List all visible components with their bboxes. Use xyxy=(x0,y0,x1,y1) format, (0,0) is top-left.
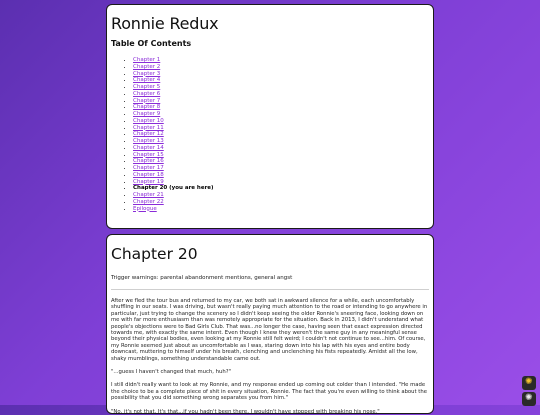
toc-link[interactable]: Chapter 5 xyxy=(133,84,161,90)
toc-item[interactable] xyxy=(133,71,429,78)
toc-item[interactable] xyxy=(133,199,429,206)
toc-link[interactable]: Chapter 15 xyxy=(133,151,164,158)
toc-item[interactable] xyxy=(133,192,429,199)
toc-link[interactable]: Chapter 14 xyxy=(133,144,164,151)
toc-item[interactable] xyxy=(133,64,429,71)
toc-link[interactable]: Chapter 6 xyxy=(133,90,161,97)
chapter-paragraph: "No, it's not that. It's that...if you hadn't been there, I wouldn't have stopped with breaking his nose." xyxy=(111,408,380,415)
toc-item[interactable] xyxy=(133,138,429,145)
toc-link[interactable]: Chapter 22 xyxy=(133,198,164,205)
toc-heading: Table Of Contents xyxy=(111,39,192,48)
site-title[interactable]: Ronnie Redux xyxy=(111,14,219,33)
toc-link[interactable]: Chapter 21 xyxy=(133,192,164,198)
toc-item[interactable] xyxy=(133,104,429,111)
toc-link[interactable]: Epilogue xyxy=(133,205,157,212)
chapter-card xyxy=(106,234,434,414)
toc-link[interactable]: Chapter 9 xyxy=(133,111,161,117)
toc-item[interactable] xyxy=(133,179,429,186)
toc-item[interactable] xyxy=(133,98,429,105)
toc-link[interactable]: Chapter 8 xyxy=(133,104,161,111)
toc-link[interactable]: Chapter 19 xyxy=(133,178,164,185)
toc-item[interactable] xyxy=(133,165,429,172)
toc-item: • Chapter 20 (you are here) xyxy=(133,185,429,192)
settings-toggle-button[interactable] xyxy=(522,392,536,406)
gear-icon: ✺ xyxy=(525,393,533,403)
toc-link[interactable]: Chapter 7 xyxy=(133,97,161,104)
theme-toggle-button[interactable] xyxy=(522,376,536,390)
chapter-title: Chapter 20 xyxy=(111,245,198,263)
toc-link[interactable]: Chapter 1 xyxy=(133,57,161,63)
toc-item[interactable] xyxy=(133,111,429,118)
toc-link[interactable]: Chapter 10 xyxy=(133,117,164,124)
toc-item[interactable] xyxy=(133,125,429,132)
toc-item[interactable] xyxy=(133,158,429,165)
toc-item[interactable] xyxy=(133,206,429,213)
toc-item[interactable] xyxy=(133,84,429,91)
sun-icon: ✺ xyxy=(525,377,533,387)
toc-item[interactable] xyxy=(133,91,429,98)
toc-link[interactable]: Chapter 11 xyxy=(133,124,164,131)
toc-item[interactable] xyxy=(133,131,429,138)
chapter-paragraph: "...guess I haven't changed that much, huh?" xyxy=(111,369,231,376)
toc-item[interactable] xyxy=(133,77,429,84)
toc-link[interactable]: Chapter 16 xyxy=(133,158,164,165)
toc-link[interactable]: Chapter 2 xyxy=(133,63,161,70)
toc-card xyxy=(106,4,434,229)
toc-link[interactable]: Chapter 18 xyxy=(133,171,164,178)
toc-item[interactable] xyxy=(133,57,429,64)
toc-link[interactable]: Chapter 12 xyxy=(133,131,164,138)
toc-link[interactable]: Chapter 3 xyxy=(133,70,161,77)
divider xyxy=(111,289,429,290)
toc-link[interactable]: Chapter 13 xyxy=(133,138,164,144)
trigger-warning: Trigger warnings: parental abandonment mentions, general angst xyxy=(111,275,293,281)
toc-item[interactable] xyxy=(133,145,429,152)
toc-link[interactable]: Chapter 4 xyxy=(133,77,161,84)
toc-link[interactable]: Chapter 17 xyxy=(133,165,164,171)
toc-item[interactable] xyxy=(133,118,429,125)
chapter-body xyxy=(111,298,429,415)
toc-list xyxy=(111,57,429,212)
chapter-paragraph: I still didn't really want to look at my Ronnie, and my response ended up coming out colder than I intended. "He made the choice to be a complete piece of shit in every situation, Ronnie. The fact that you're even willing to think about the possibility that you did something wrong separates you from him." xyxy=(111,382,427,402)
toc-item[interactable] xyxy=(133,152,429,159)
chapter-paragraph: After we fled the tour bus and returned to my car, we both sat in awkward silence for a while, each uncomfortably shuffling in our seats. I was driving, but wasn't really paying much attention to the road or intending to go anywhere in particular, just trying to change the scenery so I didn't keep seeing the older Ronnie's sneering face, looking down on me with far more enthusiasm than was remotely appropriate for the situation. Back in 2013, I didn't understand what people's objections were to Bad Girls Club. That was...no longer the case, having seen that exact expression directed towards me, with exactly the same intent. Even though I knew they weren't the same guy in any meaningful sense beyond their physical bodies, even looking at my Ronnie still felt weird; I couldn't not continue to see...him. Of course, my Ronnie seemed just about as uncomfortable as I was, staring down into his lap with his eyes and entire body downcast, muttering to himself under his breath, clenching and unclenching his fists repeatedly. Amidst all the low, shaky mumblings, something understandable came out. xyxy=(111,298,428,362)
toc-item[interactable] xyxy=(133,172,429,179)
